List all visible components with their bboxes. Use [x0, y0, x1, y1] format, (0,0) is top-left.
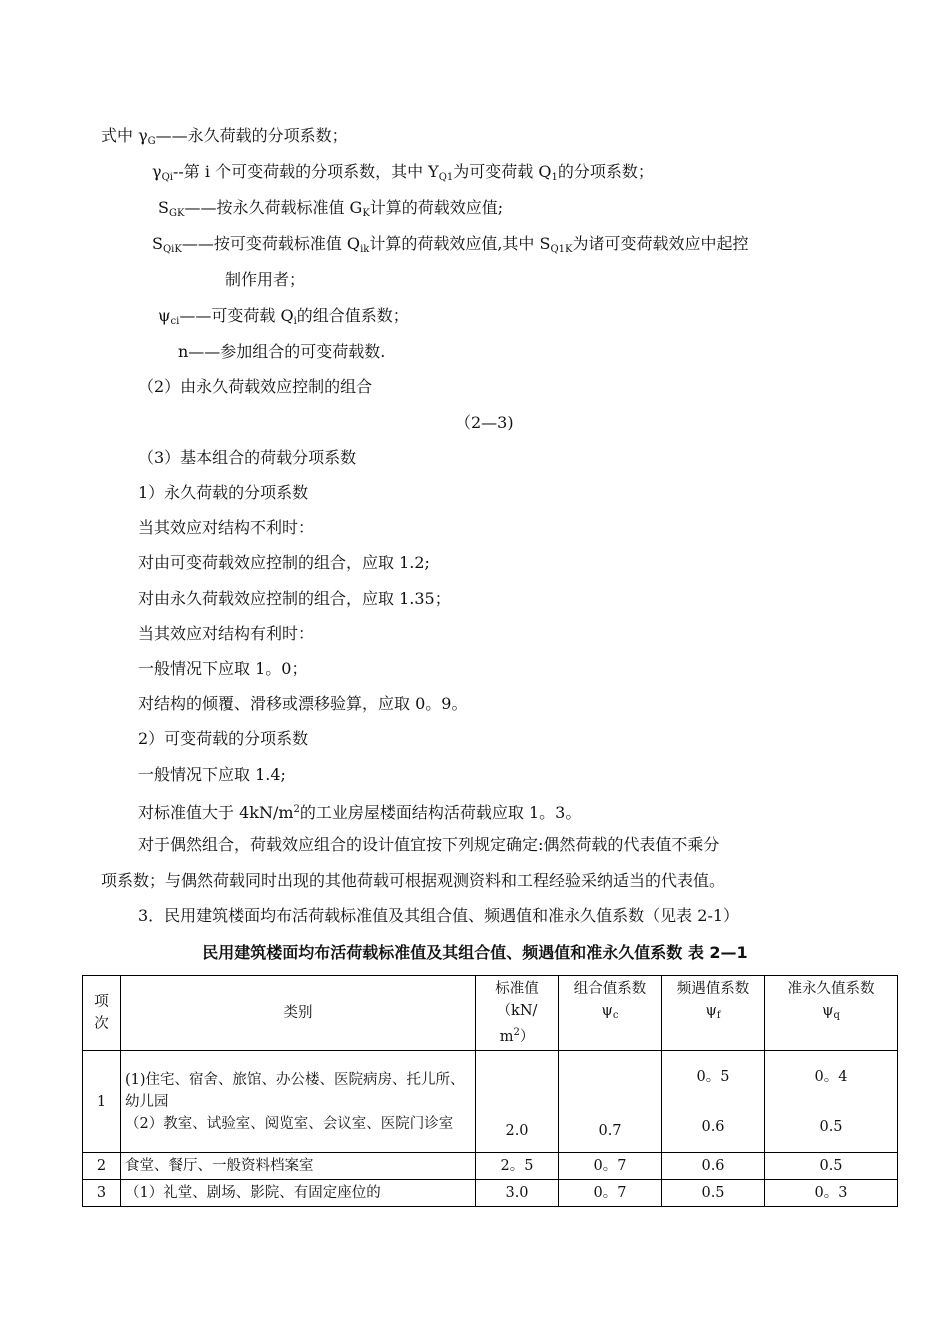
row-standard-value: 2。5 [476, 1153, 559, 1180]
text-line: 当其效应对结构有利时： [138, 624, 315, 643]
row-quasi-permanent: 0.5 [765, 1153, 898, 1180]
header-category: 类别 [121, 976, 476, 1051]
row-number: 3 [83, 1180, 121, 1207]
text-line: （3）基本组合的荷载分项系数 [138, 448, 357, 467]
row-category: （1）礼堂、剧场、影院、有固定座位的 [121, 1180, 476, 1207]
text-line: 对标准值大于 $4kN/m^2$的工业房屋楼面结构活荷载应取 1。3。 [138, 803, 582, 822]
text-line: $S_{GK}——$按永久荷载标准值 $G_K$计算的荷载效应值; [158, 198, 504, 219]
header-standard-value: 标准值 （kN/ $m^2$） [476, 976, 559, 1051]
header-item: 项 次 [83, 976, 121, 1051]
row-combination: 0。7 [559, 1180, 662, 1207]
text-line: $S_{QiK}——$按可变荷载标准值 $Q_{ik}$计算的荷载效应值,其中 $S_{Q1K}$为诸可变荷载效应中起控 [152, 234, 749, 255]
text-line: n——参加组合的可变荷载数. [178, 342, 386, 361]
text-line: 3．民用建筑楼面均布活荷载标准值及其组合值、频遇值和准永久值系数（见表 2-1） [138, 906, 740, 925]
table-title: 民用建筑楼面均布活荷载标准值及其组合值、频遇值和准永久值系数 表 2—1 [202, 943, 748, 962]
row-combination: 0.7 [559, 1051, 662, 1153]
header-quasi-permanent: 准永久值系数 $\psi_q$ [765, 976, 898, 1051]
table-header-row [83, 976, 898, 1051]
row-frequent: 0.5 [662, 1180, 765, 1207]
text-line: 对结构的倾覆、滑移或漂移验算，应取 0。9。 [138, 694, 468, 713]
header-combination: 组合值系数 $\psi_c$ [559, 976, 662, 1051]
row-category: (1)住宅、宿舍、旅馆、办公楼、医院病房、托儿所、幼儿园 （2）教室、试验室、阅览室、会议室、医院门诊室 [121, 1051, 476, 1153]
header-frequent: 频遇值系数 $\psi_f$ [662, 976, 765, 1051]
row-frequent: 0.6 [662, 1153, 765, 1180]
text-line: 制作用者； [225, 270, 306, 289]
text-line: $\gamma_{Qi}--$第 i 个可变荷载的分项系数，其中 $Y_{Q1}$为可变荷载 $Q_1$的分项系数； [152, 162, 654, 183]
row-frequent: 0。5 0.6 [662, 1051, 765, 1153]
row-combination: 0。7 [559, 1153, 662, 1180]
text-line: （2）由永久荷载效应控制的组合 [138, 377, 373, 396]
text-line: 对于偶然组合，荷载效应组合的设计值宜按下列规定确定:偶然荷载的代表值不乘分 [138, 835, 720, 854]
text-line: 一般情况下应取 1.4; [138, 765, 286, 784]
text-line: 一般情况下应取 1。0； [138, 659, 308, 678]
row-quasi-permanent: 0。4 0.5 [765, 1051, 898, 1153]
text-line: 项系数；与偶然荷载同时出现的其他荷载可根据观测资料和工程经验采纳适当的代表值。 [101, 871, 726, 890]
row-number: 2 [83, 1153, 121, 1180]
row-quasi-permanent: 0。3 [765, 1180, 898, 1207]
text-line: 式中 $\gamma_G——$永久荷载的分项系数； [101, 126, 348, 147]
text-line: 1）永久荷载的分项系数 [138, 483, 309, 502]
text-line: 对由可变荷载效应控制的组合，应取 1.2; [138, 553, 430, 572]
table-row [83, 1180, 898, 1207]
table-row [83, 1051, 898, 1153]
text-line: 2）可变荷载的分项系数 [138, 729, 309, 748]
equation-number: （2—3) [455, 413, 514, 432]
load-coefficient-table [82, 975, 898, 1207]
row-category: 食堂、餐厅、一般资料档案室 [121, 1153, 476, 1180]
row-standard-value: 2.0 [476, 1051, 559, 1153]
text-line: $\psi_{ci}——$可变荷载 $Q_i$的组合值系数； [158, 306, 409, 327]
text-line: 当其效应对结构不利时： [138, 518, 315, 537]
row-number: 1 [83, 1051, 121, 1153]
text-line: 对由永久荷载效应控制的组合，应取 1.35； [138, 589, 451, 608]
table-row [83, 1153, 898, 1180]
row-standard-value: 3.0 [476, 1180, 559, 1207]
